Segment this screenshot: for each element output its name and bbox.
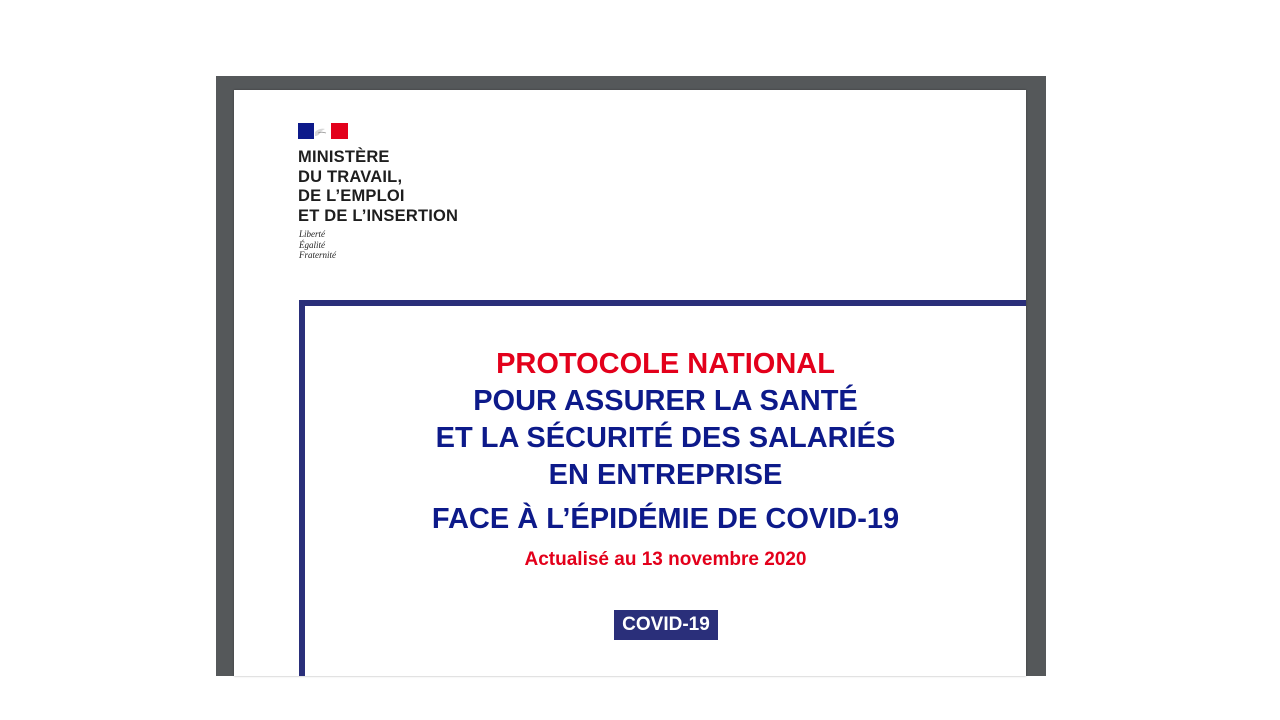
republic-motto <box>299 229 336 261</box>
motto-line: Fraternité <box>299 250 336 260</box>
title-subtitle: FACE À L’ÉPIDÉMIE DE COVID-19 <box>431 503 900 535</box>
ministry-line: DU TRAVAIL, <box>298 167 403 186</box>
ministry-line: DE L’EMPLOI <box>298 187 405 205</box>
document-viewer <box>216 76 1046 676</box>
marianne-logo-icon <box>298 123 348 139</box>
update-date: Actualisé au 13 novembre 2020 <box>524 549 807 570</box>
document-page <box>234 90 1026 676</box>
frame-top-border <box>299 300 1026 306</box>
title-blue-line: EN ENTREPRISE <box>548 459 783 491</box>
title-red-line: PROTOCOLE NATIONAL <box>496 348 835 380</box>
ministry-line: ET DE L’INSERTION <box>298 206 459 225</box>
title-blue-line: ET LA SÉCURITÉ DES SALARIÉS <box>435 422 896 454</box>
motto-line: Liberté <box>299 229 325 239</box>
ministry-name <box>298 148 458 226</box>
ministry-line: MINISTÈRE <box>298 148 390 166</box>
motto-line: Égalité <box>299 239 325 250</box>
covid-badge: COVID-19 <box>614 610 718 640</box>
document-title <box>305 346 1026 572</box>
title-blue-line: POUR ASSURER LA SANTÉ <box>473 385 858 417</box>
